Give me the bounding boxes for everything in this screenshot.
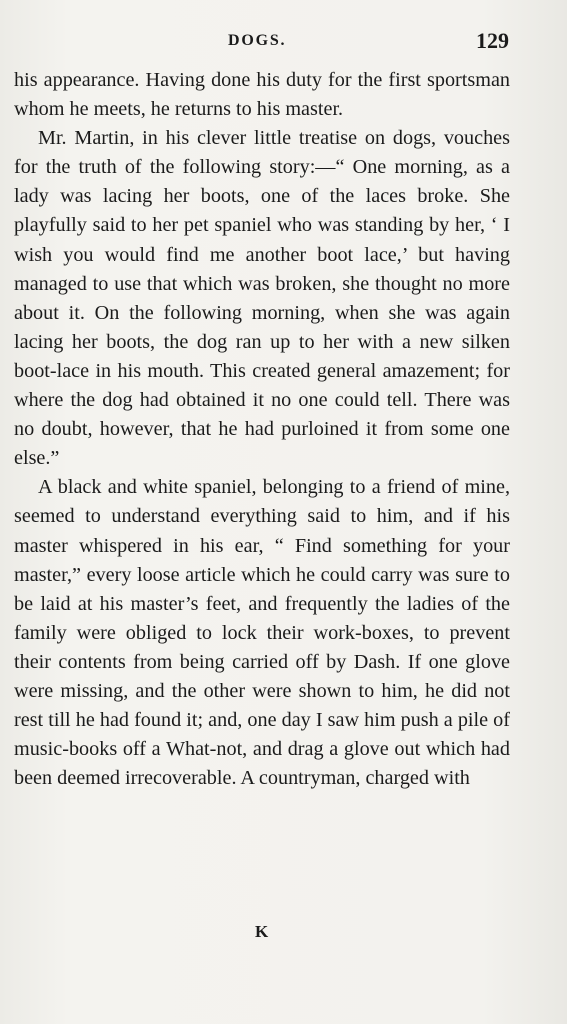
paragraph-spaniel-dash: A black and white spaniel, belonging to a friend of mine, seemed to understand everything said to him, and if his master whispered in his ear, “ Find something for your master,” every loose article which he could carry was sure to be laid at his master’s feet, and frequently the ladies of the family were obliged to lock their work-boxes, to prevent their contents from being carried off by Dash. If one glove were missing, and the other were shown to him, he did not rest till he had found it; and, one day I saw him push a pile of music-books off a What-not, and drag a glove out which had been deemed irrecoverable. A countryman, charged with xyxy=(14,476,510,790)
body-text xyxy=(14,66,510,793)
running-head: DOGS. xyxy=(228,32,287,49)
paragraph-martin-story: Mr. Martin, in his clever little treatise on dogs, vouches for the truth of the following story:—“ One morning, as a lady was lacing her boots, one of the laces broke. She playfully said to her pet spaniel who was standing by her, ‘ I wish you would find me another boot lace,’ but having managed to use that which was broken, she thought no more about it. On the following morning, when she was again lacing her boots, the dog ran up to her with a new silken boot-lace in his mouth. This created general amazement; for where the dog had obtained it no one could tell. There was no doubt, however, that he had purloined it from some one else.” xyxy=(14,127,510,470)
paragraph-continuation: his appearance. Having done his duty for the first sportsman whom he meets, he returns to his master. xyxy=(14,69,510,121)
page-header xyxy=(14,20,509,56)
page-number: 129 xyxy=(476,28,509,53)
signature-mark: K xyxy=(255,922,269,941)
